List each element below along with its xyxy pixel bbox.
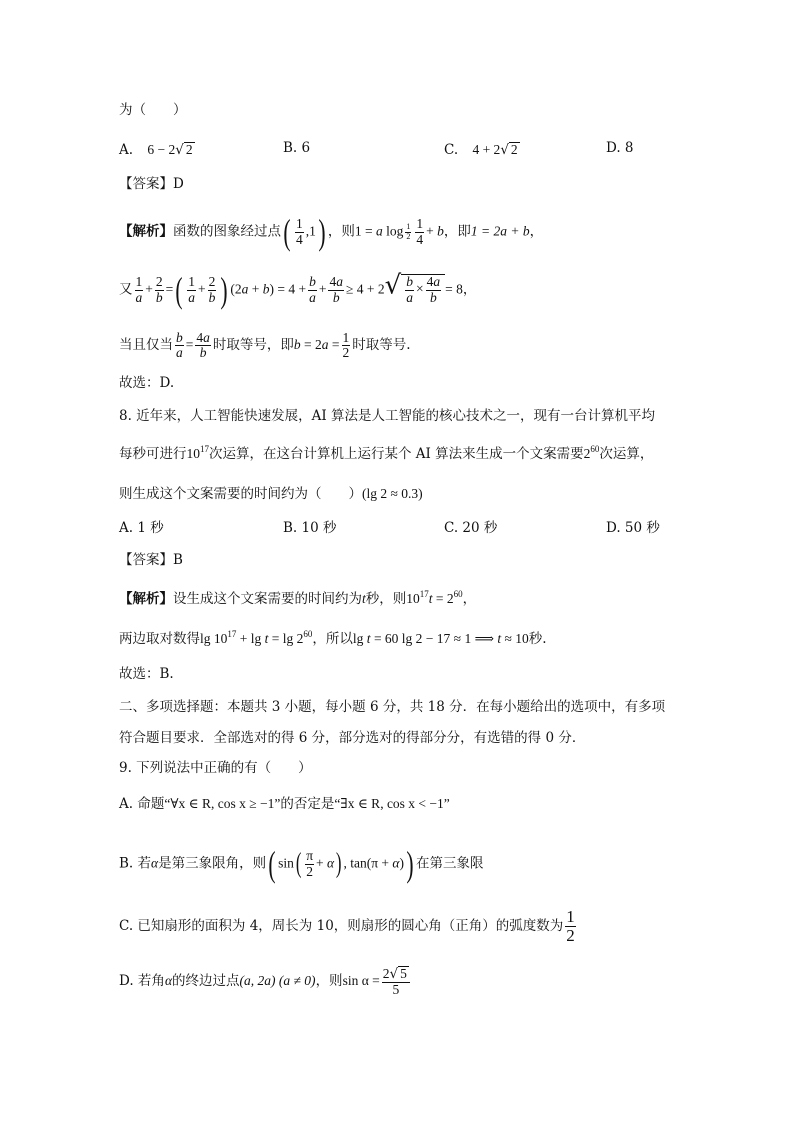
q7-option-b[interactable]: B. 6 <box>283 140 311 156</box>
q9-d-mid: 的终边过点 <box>172 973 240 990</box>
q9-a-pre: A. 命题 <box>119 796 165 812</box>
q8-line2-b: 次运算，在这台计算机上运行某个 AI 算法来生成一个文案需要 <box>209 446 584 462</box>
q7-exp3-end: 时取等号. <box>352 337 411 354</box>
q7-option-a-label: A. <box>119 142 134 158</box>
q7-option-c[interactable]: C. 4 + 2√ 2 <box>444 142 518 158</box>
q9-option-c[interactable]: C. 已知扇形的面积为 4，周长为 10，则扇形的圆心角（正角）的弧度数为 $\frac{1}{2}$ <box>119 907 575 945</box>
q7-exp3-mid: 时取等号，即 <box>212 337 294 354</box>
q8-stem-line3 <box>119 487 423 502</box>
q8-stem-line1: 8. 近年来，人工智能快速发展，AI 算法是人工智能的核心技术之一，现有一台计算机平均 <box>119 408 656 424</box>
q7-exp1-end: ， <box>529 223 544 240</box>
q8-option-a[interactable]: A. 1 秒 <box>119 520 164 536</box>
q9-d-sin: sin α = <box>342 973 380 989</box>
q8-exp1-b: 秒，则 <box>365 591 407 607</box>
q8-explanation-line2: 两边取对数得$\lg 10^{17} + \lg t = \lg 2^{60}$，所以lg t = 60 lg 2 − 17 ≈ 1 ⟹ t ≈ 10秒. <box>119 629 547 647</box>
q9-a-proposition: “∀x ∈ R, cos x ≥ −1” <box>164 796 281 811</box>
q8-exp2-a: 两边取对数得 <box>119 631 200 647</box>
q7-explanation-line1: 【解析】函数的图象经过点( $\frac{1}{4}$ ,1) ，则1 = a log $\frac{1}{2}$ $\frac{1}{4}$ + b，即1 = 2a + b， <box>119 212 544 252</box>
section2-heading-line1: 二、多项选择题：本题共 3 小题，每小题 6 分，共 18 分．在每小题给出的选项中，有多项 <box>119 699 666 715</box>
q7-exp2-result: = 8， <box>445 281 477 297</box>
q7-exp1-text: 函数的图象经过点 <box>173 223 281 240</box>
q7-conclusion: 故选：D. <box>119 375 175 391</box>
q7-option-c-label: C. <box>444 142 459 158</box>
q8-answer: 【答案】B <box>119 552 183 568</box>
q7-stem-cont: 为（ ） <box>119 102 187 118</box>
q8-option-b[interactable]: B. 10 秒 <box>283 520 337 536</box>
q8-exp2-b: ，所以 <box>312 631 353 647</box>
q8-exp2-c: 秒. <box>528 631 547 647</box>
q7-option-a[interactable]: A. 6 − 2√ 2 <box>119 142 193 158</box>
q8-option-c[interactable]: C. 20 秒 <box>444 520 498 536</box>
q8-conclusion: 故选：B. <box>119 666 174 682</box>
q7-answer: 【答案】D <box>119 176 184 192</box>
q9-c-text: C. 已知扇形的面积为 4，周长为 10，则扇形的圆心角（正角）的弧度数为 <box>119 917 564 934</box>
q7-option-a-value: 6 − 2 <box>147 142 176 157</box>
q8-option-d[interactable]: D. 50 秒 <box>606 520 660 536</box>
q8-line3-a: 则生成这个文案需要的时间约为（ ） <box>119 486 362 502</box>
q9-stem: 9. 下列说法中正确的有（ ） <box>119 760 312 776</box>
section2-heading-line2: 符合题目要求．全部选对的得 6 分，部分选对的得部分分，有选错的得 0 分． <box>119 730 586 746</box>
q9-d-point: (a, 2a) (a ≠ 0) <box>239 973 316 989</box>
q9-d-alpha: α <box>164 973 173 989</box>
q9-b-pre: B. 若 <box>119 855 152 872</box>
q8-line2-c: 次运算， <box>599 446 654 462</box>
q7-option-d[interactable]: D. 8 <box>606 140 634 156</box>
q7-exp1-then: ，则 <box>327 223 355 240</box>
q8-exp1-a: 设生成这个文案需要的时间约为 <box>173 591 362 607</box>
q9-option-b[interactable]: B. 若α是第三象限角，则( sin( $\frac{\pi}{2}$ + α) , tan(π + α)) 在第三象限 <box>119 844 484 884</box>
q7-explanation-line2: 又 $\frac{1}{a}$ + $\frac{2}{b}$ =( $\frac{1}{a}$ + $\frac{2}{b}$ ) (2a + b) = 4 + $\frac{b}{a}$ + $\frac{4a}{b}$ ≥ 4 + 2√ $\frac{b}{a}$ × $\frac{4a}{b}$ = 8， <box>119 270 477 310</box>
explanation-tag: 【解析】 <box>119 223 173 240</box>
q9-d-then: ，则 <box>315 973 343 990</box>
q8-explanation-line1: 【解析】设生成这个文案需要的时间约为t秒，则$10^{17}t = 2^{60}$， <box>119 589 477 607</box>
q8-line2-a: 每秒可进行 <box>119 446 187 462</box>
q8-hint: (lg 2 ≈ 0.3) <box>362 486 423 501</box>
q7-explanation-line3: 当且仅当 $\frac{b}{a}$ = $\frac{4a}{b}$ 时取等号，即b = 2a = $\frac{1}{2}$ 时取等号. <box>119 330 411 361</box>
q7-exp3-text: 当且仅当 <box>119 337 173 354</box>
q9-b-end: 在第三象限 <box>415 855 484 872</box>
q9-b-mid: 是第三象限角，则 <box>158 855 267 872</box>
q7-exp1-ie: ，即 <box>443 223 471 240</box>
q7-exp1-eq: 1 = 2a + b <box>470 223 530 239</box>
q7-option-c-value: 4 + 2 <box>472 142 501 157</box>
q9-a-mid: 的否定是 <box>280 796 335 812</box>
q9-b-alpha: α <box>151 855 159 871</box>
q7-exp2-text: 又 <box>119 281 133 298</box>
q9-option-a[interactable] <box>119 797 450 812</box>
q9-a-negation: “∃x ∈ R, cos x < −1” <box>334 796 450 811</box>
explanation-tag: 【解析】 <box>119 591 173 607</box>
q9-d-pre: D. 若角 <box>119 973 165 990</box>
q9-option-d[interactable]: D. 若角α的终边过点(a, 2a) (a ≠ 0)，则sin α = $\frac{2√ 5}{5}$ <box>119 966 412 997</box>
q8-stem-line2: 每秒可进行$10^{17}$次运算，在这台计算机上运行某个 AI 算法来生成一个文案需要$2^{60}$次运算， <box>119 444 654 462</box>
